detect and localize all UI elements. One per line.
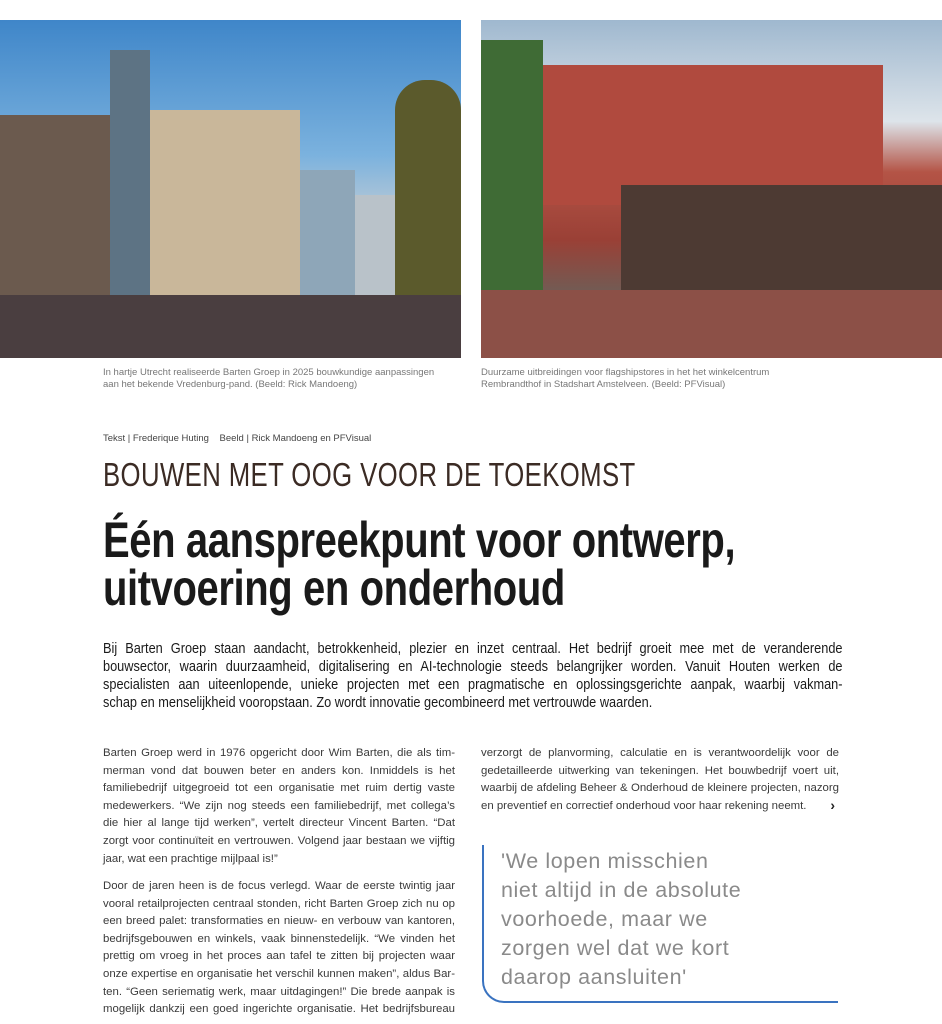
headline-line-1: Één aanspreekpunt voor ontwerp, [103, 512, 736, 568]
quote-line: 'We lopen misschien [501, 849, 709, 873]
body-paragraph-2 [103, 878, 455, 1019]
body-line: ten. “Geen seriematig werk, maar uitdagingen!” Die brede aanpak is [103, 985, 455, 998]
caption-line: Duurzame uitbreidingen voor flagshipstores in het het winkelcentrum [481, 367, 770, 378]
headline-line-2: uitvoering en onderhoud [103, 560, 565, 616]
body-line: zorgt voor continuïteit en vertrouwen. Volgend jaar bestaan we vijftig [103, 834, 455, 847]
caption-line: In hartje Utrecht realiseerde Barten Groep in 2025 bouwkundige aanpassingen [103, 367, 435, 378]
body-line: die hier al lange tijd werken”, vertelt directeur Vincent Barten. “Dat [103, 817, 455, 830]
body-line: vooral retailprojecten centraal stonden, richt Barten Groep zich nu op [103, 897, 455, 910]
body-line: mogelijk dankzij een goed ingerichte organisatie. Het bedrijfsbureau [103, 1003, 455, 1016]
quote-line: zorgen wel dat we kort [501, 936, 730, 960]
body-line: en preventief en correctief onderhoud voor haar rekening neemt. [481, 799, 807, 812]
caption-line: aan het bekende Vredenburg-pand. (Beeld: Rick Mandoeng) [103, 379, 358, 390]
intro-line: schap en menselijkheid vooropstaan. Zo wordt innovatie gecombineerd met vertrouwde waarden. [103, 694, 653, 711]
body-line: merman vond dat bouwen beter en anders kon. Inmiddels is het [103, 764, 455, 777]
continue-arrow-icon: › [830, 796, 835, 813]
body-line: gedetailleerde uitwerking van tekeningen. Het bouwbedrijf voert uit, [481, 764, 839, 777]
body-line: een breed palet: transformaties en nieuw- en verbouw van kantoren, [103, 915, 455, 928]
body-line: Door de jaren heen is de focus verlegd. Waar de eerste twintig jaar [103, 880, 455, 892]
body-paragraph-1 [103, 745, 455, 868]
body-line: prettig om vroeg in het proces aan tafel te zitten bij projecten waar [103, 950, 455, 963]
quote-line: daarop aansluiten' [501, 965, 687, 989]
photo-utrecht-vredenburg [0, 20, 461, 358]
intro-line: Bij Barten Groep staan aandacht, betrokkenheid, plezier en inzet centraal. Het bedrijf groeit mee met de veranderende [103, 640, 843, 657]
pull-quote [482, 845, 838, 1003]
quote-line: niet altijd in de absolute [501, 878, 742, 902]
intro-line: specialisten aan uiteenlopende, unieke projecten met een pragmatische en oplossingsgerichte aanpak, waarbij vakman- [103, 676, 843, 693]
kicker: BOUWEN MET OOG VOOR DE TOEKOMST [103, 456, 636, 493]
intro-line: bouwsector, waarin duurzaamheid, digitalisering en AI-technologie steeds belangrijker worden. Vanuit Houten werken de [103, 658, 843, 675]
body-line: bedrijfsgebouwen en winkels, vaak binnenstedelijk. “We vinden het [103, 932, 455, 945]
body-line: familiebedrijf uitgegroeid tot een organisatie met ruim dertig vaste [103, 782, 455, 795]
body-line: medewerkers. “We zijn nog steeds een familiebedrijf, met collega’s [103, 799, 455, 812]
pull-quote-text [501, 847, 741, 992]
body-line: waarbij de afdeling Beheer & Onderhoud de kleinere projecten, nazorg [481, 782, 839, 795]
body-line: onze expertise en organisatie het verschil kunnen maken”, aldus Bar- [103, 967, 455, 980]
caption-line: Rembrandthof in Stadshart Amstelveen. (Beeld: PFVisual) [481, 379, 726, 390]
body-line: verzorgt de planvorming, calculatie en is verantwoordelijk voor de [481, 747, 839, 759]
byline: Tekst | Frederique Huting Beeld | Rick Mandoeng en PFVisual [103, 433, 372, 444]
photo-caption-right [481, 367, 769, 391]
body-line: jaar, wat een prachtige mijlpaal is!” [103, 852, 278, 865]
photo-rembrandthof-amstelveen [481, 20, 942, 358]
body-paragraph-3 [481, 745, 839, 815]
intro-paragraph [103, 640, 843, 712]
body-line: Barten Groep werd in 1976 opgericht door Wim Barten, die als tim- [103, 747, 455, 759]
quote-line: voorhoede, maar we [501, 907, 708, 931]
photo-caption-left [103, 367, 434, 391]
